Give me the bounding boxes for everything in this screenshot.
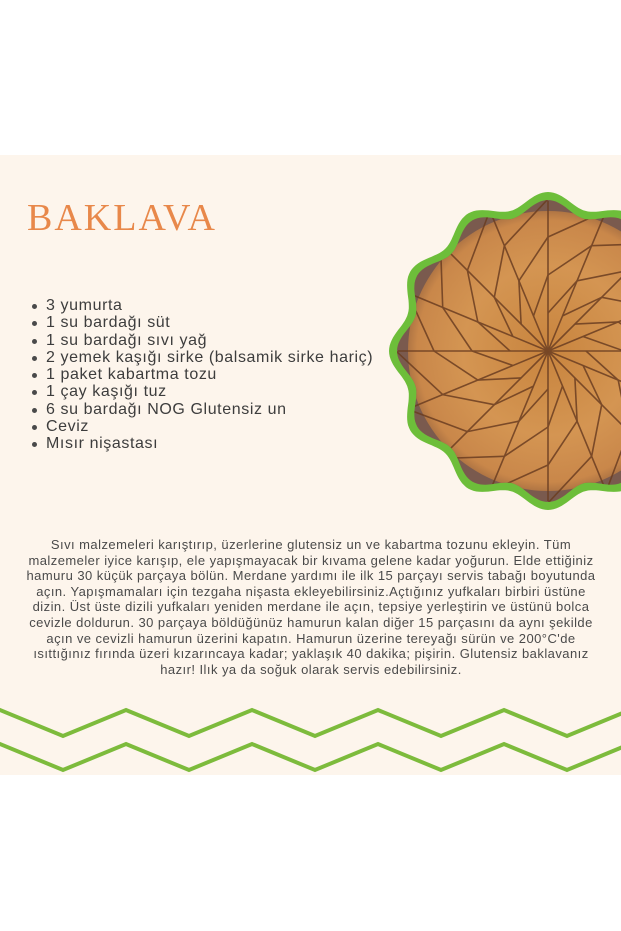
ingredient-item: 2 yemek kaşığı sirke (balsamik sirke hariç) (30, 349, 373, 366)
bullet-icon (32, 373, 37, 378)
ingredient-item: 3 yumurta (30, 297, 373, 314)
bullet-icon (32, 356, 37, 361)
ingredient-item: 6 su bardağı NOG Glutensiz un (30, 401, 373, 418)
ingredient-item: 1 paket kabartma tozu (30, 366, 373, 383)
recipe-title: BAKLAVA (27, 197, 217, 239)
zigzag-decoration (0, 695, 621, 775)
bullet-icon (32, 339, 37, 344)
bullet-icon (32, 408, 37, 413)
ingredient-item: Ceviz (30, 418, 373, 435)
recipe-card (0, 155, 621, 775)
ingredient-list (30, 297, 373, 453)
baklava-photo (384, 187, 621, 515)
ingredient-item: 1 su bardağı sıvı yağ (30, 332, 373, 349)
bullet-icon (32, 390, 37, 395)
bullet-icon (32, 304, 37, 309)
instructions-text: Sıvı malzemeleri karıştırıp, üzerlerine glutensiz un ve kabartma tozunu ekleyin. Tüm malzemeler iyice karışıp, ele yapışmayacak bir kıvama gelene kadar yoğurun. Elde ettiğiniz hamuru 30 küçük parçaya bölün. Merdane yardımı ile ilk 15 parçayı servis tabağı boyutunda açın. Yapışmamaları için tezgaha nişasta ekleyebilirsiniz.Açtığınız yufkaları birbiri üstüne dizin. Üst üste dizili yufkaları yeniden merdane ile açın, tepsiye yerleştirin ve üstünü bolca cevizle doldurun. 30 parçaya böldüğünüz hamurun kalan diğer 15 parçasını da aynı şekilde açın ve cevizli hamurun üzerini kapatın. Hamurun üzerine tereyağı sürün ve 200°C'de ısıttığınız fırında üzeri kızarıncaya kadar; yaklaşık 40 dakika; pişirin. Glutensiz baklavanız hazır! Ilık ya da soğuk olarak servis edebilirsiniz. (26, 537, 596, 677)
ingredient-item: Mısır nişastası (30, 435, 373, 452)
ingredient-item: 1 su bardağı süt (30, 314, 373, 331)
bullet-icon (32, 425, 37, 430)
bullet-icon (32, 321, 37, 326)
ingredient-item: 1 çay kaşığı tuz (30, 383, 373, 400)
bullet-icon (32, 442, 37, 447)
